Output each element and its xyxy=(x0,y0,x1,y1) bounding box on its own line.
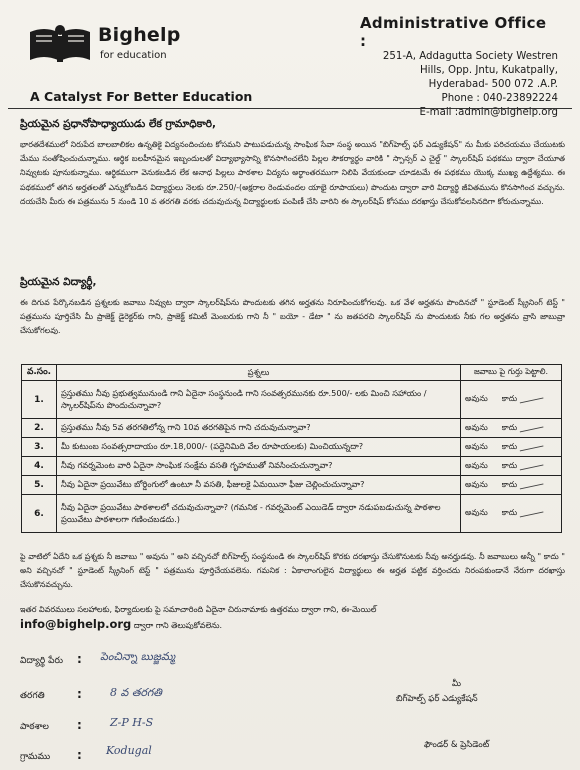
question-text: ప్రస్తుతము నీవు ప్రభుత్వమునుండి గాని ఏదైనా సంస్థనుండి గాని సంవత్సరమునకు రూ.500/- లకు మించి సహాయం / స్కాలర్‌షిప్‌ను పొందుచున్నావా? xyxy=(57,381,461,419)
field-label-school: పాఠశాల xyxy=(20,722,49,732)
no-option[interactable]: కాదు xyxy=(501,394,518,403)
contact-email-link[interactable]: info@bighelp.org xyxy=(20,617,132,631)
brand-name: Bighelp xyxy=(98,24,181,46)
row-number: 1. xyxy=(22,381,57,419)
table-row xyxy=(22,457,562,476)
admin-email: E-mail :admin@bighelp.org xyxy=(419,107,558,118)
answer-cell[interactable] xyxy=(461,419,562,438)
admin-phone: Phone : 040-23892224 xyxy=(441,93,558,104)
salutation-student: ప్రియమైన విద్యార్థీ, xyxy=(20,276,97,288)
salutation-headmaster: ప్రియమైన ప్రధానోపాధ్యాయుడు లేక గ్రామాధికారి, xyxy=(20,118,217,130)
eligibility-note: పై వాటిలో ఏదేని ఒక ప్రశ్నకు నీ జవాబు " అవును " అని వచ్చినచో బిగ్‌హెల్ప్ సంస్థనుండి ఈ స్కాలర్‌షిప్ కొరకు దరఖాస్తు చేసుకొనుటకు నీవు అనర్హుడవు. నీ జవాబులు అన్నీ " కాదు " అని వచ్చినచో " స్టూడెంట్ స్క్రీనింగ్ టెస్ట్ " పత్రమును పూర్తిచేయవలెను. గమనిక : ఏకాలాంగులైన విద్యార్థులు ఈ అర్హత పట్టిక వర్తించదు నిరంపకుండానే నేరుగా దరఖాస్తు చేసుకొనవచ్చును. xyxy=(20,552,565,590)
col-header-number: వ.సం. xyxy=(22,365,57,381)
question-text: నీవు ఏదైనా ప్రయివేటు బోర్డింగులో ఉంటూ నీ వసతి, ఫీజులకై ఏమయినా ఫీజు చెల్లించుచున్నావా? xyxy=(57,476,461,495)
question-text: నీవు ఏదైనా ప్రయివేటు పాఠశాలలో చదువుచున్నావా? (గమనిక - గవర్నమెంట్ ఎయిడెడ్ ద్వారా నడుపబడుచున్న పాఠశాల ప్రయివేటు పాఠశాలగా గణించబడదు.) xyxy=(57,495,461,533)
admin-address-line: 251-A, Addagutta Society Westren xyxy=(382,51,558,62)
field-value-village[interactable]: Kodugal xyxy=(106,744,152,757)
no-option[interactable]: కాదు xyxy=(501,479,518,489)
yes-option[interactable]: అవును xyxy=(465,460,488,470)
row-number: 4. xyxy=(22,457,57,476)
question-text: నీవు గవర్నమెంట వారి ఏదైనా సాంఘిక సంక్షేమ వసతి గృహముతో నివసించుచున్నావా? xyxy=(57,457,461,476)
table-row xyxy=(22,476,562,495)
field-label-village: గ్రామము xyxy=(20,752,51,762)
row-number: 6. xyxy=(22,495,57,533)
admin-office-title: Administrative Office : xyxy=(360,14,547,50)
signoff-org: బిగ్‌హెల్ప్ ఫర్ ఎడ్యుకేషన్ xyxy=(396,694,478,704)
question-text: మీ కుటుంబ సంవత్సరాదాయం రూ.18,000/- (పద్దెనిమిది వేల రూపాయలకు) మించియున్నదా? xyxy=(57,438,461,457)
yes-option[interactable]: అవును xyxy=(465,422,488,432)
field-label-student-name: విద్యార్థి పేరు xyxy=(20,656,63,666)
admin-address-line: Hills, Opp. Jntu, Kukatpally, xyxy=(420,65,558,76)
no-option[interactable]: కాదు xyxy=(501,441,518,451)
answer-cell[interactable] xyxy=(461,438,562,457)
student-paragraph: ఈ దిగువ పేర్కొనబడిన ప్రశ్నలకు జవాబు నివ్వుట ద్వారా స్కాలర్‌షిప్‌ను పొందుటకు తగిన అర్హతను నిరూపించుకోగలవు. ఒక వేళ అర్హతను పొందినచో " స్టూడెంట్ స్క్రీనింగ్ టెస్ట్ " పత్రమును పూర్తిచేసి మీ ప్రాజెక్ట్ డైరెక్టర్‌కు గాని, ప్రాజెక్ట్ కమిటీ మెంబరుకు గాని నీ " బయో - డేటా " ను జతపరచి స్కాలర్‌షిప్ ను పొందుటకు నీకు గల అర్హతను వ్రాసి జాబువ్రా చేసుకోగలవు. xyxy=(20,298,565,336)
brand-subtitle: for education xyxy=(100,50,167,61)
field-colon: : xyxy=(77,748,82,762)
no-option[interactable]: కాదు xyxy=(501,422,518,432)
col-header-questions: ప్రశ్నలు xyxy=(57,365,461,381)
header-divider xyxy=(8,108,572,109)
answer-cell[interactable] xyxy=(461,381,562,419)
question-text: ప్రస్తుతము నీవు 5వ తరగతిలోన్న గాని 10వ తరగతిపైన గాని చదువుచున్నావా? xyxy=(57,419,461,438)
tick-mark-icon xyxy=(519,420,544,432)
field-label-class: తరగతి xyxy=(20,691,45,701)
table-row xyxy=(22,419,562,438)
field-value-student-name[interactable]: పెంచిన్నా బుజ్జమ్మ xyxy=(100,650,176,663)
tagline: A Catalyst For Better Education xyxy=(30,89,253,104)
yes-option[interactable]: అవును xyxy=(465,394,488,403)
answer-cell[interactable] xyxy=(461,476,562,495)
eligibility-table xyxy=(21,364,562,533)
answer-cell[interactable] xyxy=(461,457,562,476)
tick-mark-icon xyxy=(519,458,544,470)
col-header-answer: జవాబు పై గుర్తు పెట్టాలి. xyxy=(461,365,562,381)
field-colon: : xyxy=(77,687,82,701)
table-row xyxy=(22,381,562,419)
no-option[interactable]: కాదు xyxy=(501,460,518,470)
contact-text: ఇతర వివరములు సలహాలకు, ఫిర్యాదులకు పై సమాచారింది ఏదైనా చిరునామాకు ఉత్తరము ద్వారా గాని, ఈ-మెయిల్ xyxy=(20,605,377,614)
field-colon: : xyxy=(77,718,82,732)
table-row xyxy=(22,438,562,457)
yes-option[interactable]: అవును xyxy=(465,441,488,451)
signoff-title: ఫౌండర్ & ప్రెసిడెంట్ xyxy=(424,740,490,750)
yes-option[interactable]: అవును xyxy=(465,479,488,489)
contact-block xyxy=(20,603,565,633)
no-option[interactable]: కాదు xyxy=(501,508,518,517)
field-value-class[interactable]: 8 వ తరగతి xyxy=(110,686,162,699)
yes-option[interactable]: అవును xyxy=(465,508,488,517)
table-header-row xyxy=(22,365,562,381)
admin-address-line: Hyderabad- 500 072 .A.P. xyxy=(428,79,558,90)
contact-email-tail: ద్వారా గాని తెలుపుకోవలెను. xyxy=(133,621,223,630)
signoff-yours: మీ xyxy=(452,679,461,689)
field-colon: : xyxy=(77,652,82,666)
row-number: 2. xyxy=(22,419,57,438)
tick-mark-icon xyxy=(519,506,544,518)
bighelp-logo-icon xyxy=(28,24,92,64)
table-row xyxy=(22,495,562,533)
tick-mark-icon xyxy=(519,392,544,404)
tick-mark-icon xyxy=(519,439,544,451)
admin-office-block xyxy=(328,14,558,120)
answer-cell[interactable] xyxy=(461,495,562,533)
row-number: 3. xyxy=(22,438,57,457)
field-value-school[interactable]: Z-P H-S xyxy=(110,716,154,729)
tick-mark-icon xyxy=(519,477,544,489)
intro-paragraph: భారతదేశములో నిరుపేద బాలబాలికల ఉన్నతికై విద్యనందించుట కోసమని పాటుపడుచున్న సాంఘిక సేవా సంస్థ అయిన "బిగ్‌హెల్ప్ ఫర్ ఎడ్యుకేషన్" ను మీకు పరిచయము చేయుటకు మేము సంతోషించుచున్నాము. ఆర్థిక బలహీనమైన ఇబ్బందులతో విద్యాభ్యాసాన్ని కొనసాగించలేని పిల్లల సౌకర్యార్థం వారికి " స్పాన్సర్ ఎ చైల్డ్ " స్కాలర్‌షిప్ పథకము ద్వారా చేయూత నివ్వుటకు పూనుకున్నాము. ఆర్థికముగా వెనుకబడిన లేక అనాధ పిల్లలు పాఠశాల విద్యను అర్థాంతరముగా నిలిపి వేయకుండా చూడటమే ఈ పథకము యొక్క ముఖ్య ఉద్దేశ్యము. ఈ పథకములో తగిన అర్హతలతో ఎన్నుకోబడిన విద్యార్థులు నెలకు రూ.250/-(అక్షరాల రెండువందల యాభై రూపాయలు) పొందుట ద్వారా వారి విద్యార్థి జీవితమును కొనసాగించ వచ్చును. దయచేసి మీరు ఈ పత్రమును 5 నుండి 10 వ తరగతి వరకు చదువుచున్న విద్యార్థులకు పంపిణీ చేసి వారిని ఈ స్కాలర్‌షిప్ కోసము దరఖాస్తు చేసుకోవలసినదిగా కోరుచున్నాము. xyxy=(20,140,565,206)
row-number: 5. xyxy=(22,476,57,495)
